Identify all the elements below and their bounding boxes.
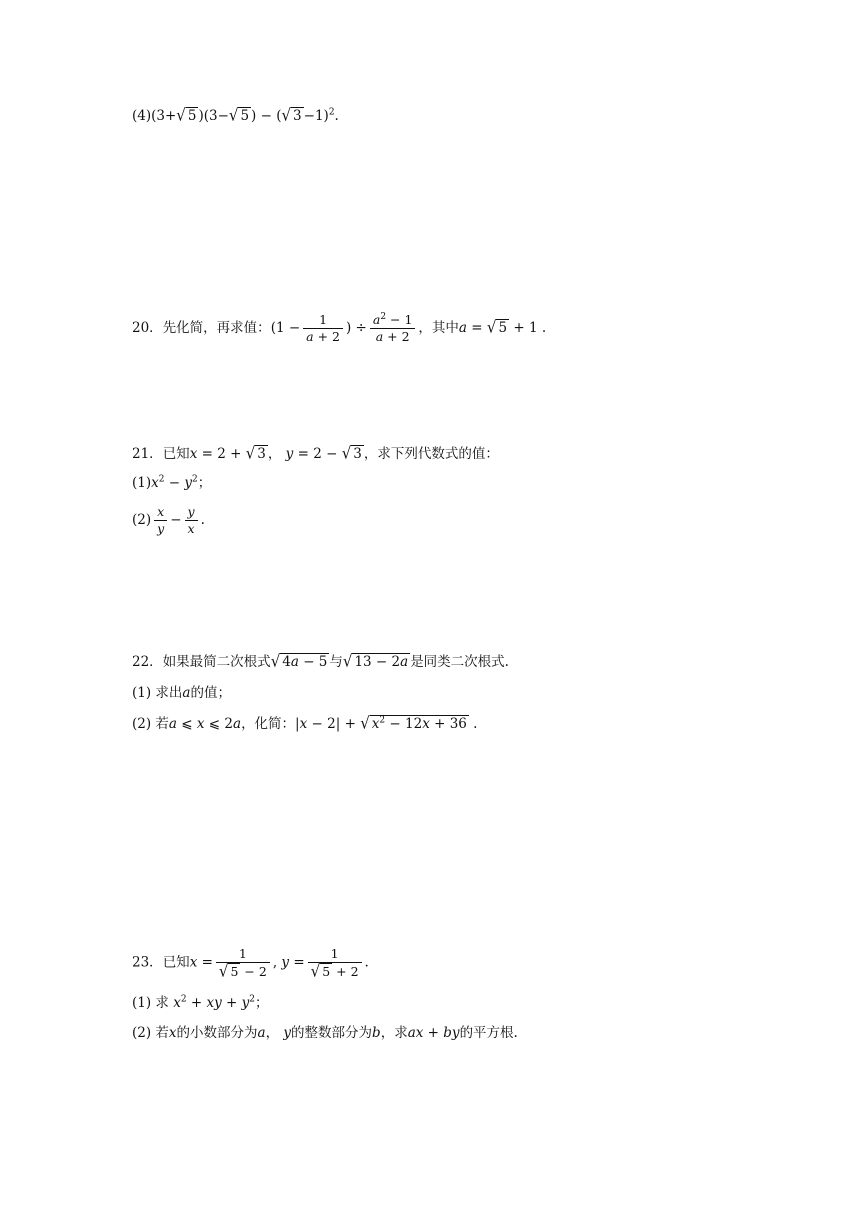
- q23-prompt: 已知: [162, 954, 190, 971]
- q21-part2-label: (2): [132, 512, 152, 528]
- q19-part4: (4)(3+√ 5 )(3−√ 5 ) − (√ 3 −1)$^2$.: [132, 105, 339, 125]
- q20-number: 20．: [132, 320, 163, 336]
- q21-number: 21．: [132, 446, 163, 462]
- q23-number: 23．: [132, 954, 163, 971]
- q22-part1: (1) 求出a的值；: [132, 685, 231, 701]
- q20-fraction-1: $\frac{1}{a + 2}$: [303, 312, 343, 345]
- q22-number: 22．: [132, 654, 163, 670]
- q23-part1: (1) 求 $x^2$ + xy + $y^2$；: [132, 994, 269, 1011]
- q21-end: .: [200, 512, 205, 528]
- q21-part1: $(1)x^2 - y^2$；: [132, 474, 212, 491]
- q20: 20．先化简，再求值：(1 − $\frac{1}{a + 2}$ ) ÷ $\frac{a^2 - 1}{a + 2}$ ，其中a = √ 5 + 1 .: [132, 311, 547, 344]
- q22-stem: 22．如果最简二次根式√ 4a − 5 与√ 13 − 2a 是同类二次根式.: [132, 651, 509, 671]
- q23-part2: (2) 若x的小数部分为a， y的整数部分为b，求ax + by的平方根.: [132, 1025, 518, 1041]
- q21-stem: 21．已知x = 2 + √ 3 ， y = 2 − √ 3 ，求下列代数式的值：: [132, 443, 499, 463]
- q19-part4-label: (4): [132, 108, 152, 124]
- q20-condition: ，其中: [418, 320, 459, 336]
- q21-part2: (2) $\frac{x}{y}$ − $\frac{y}{x}$ .: [132, 504, 205, 536]
- q22-part2: (2) 若a ⩽ x ⩽ 2a，化简：|x − 2| + √ $x^2 - 12x + 36$ .: [132, 713, 478, 733]
- q20-fraction-2: $\frac{a^2 - 1}{a + 2}$: [370, 312, 416, 345]
- q20-prompt: 先化简，再求值：: [162, 320, 271, 336]
- q23-stem: 23．已知x = $\frac{1}{√ 5 - 2}$ , y = $\frac{1}{√ 5 + 2}$ .: [132, 946, 369, 981]
